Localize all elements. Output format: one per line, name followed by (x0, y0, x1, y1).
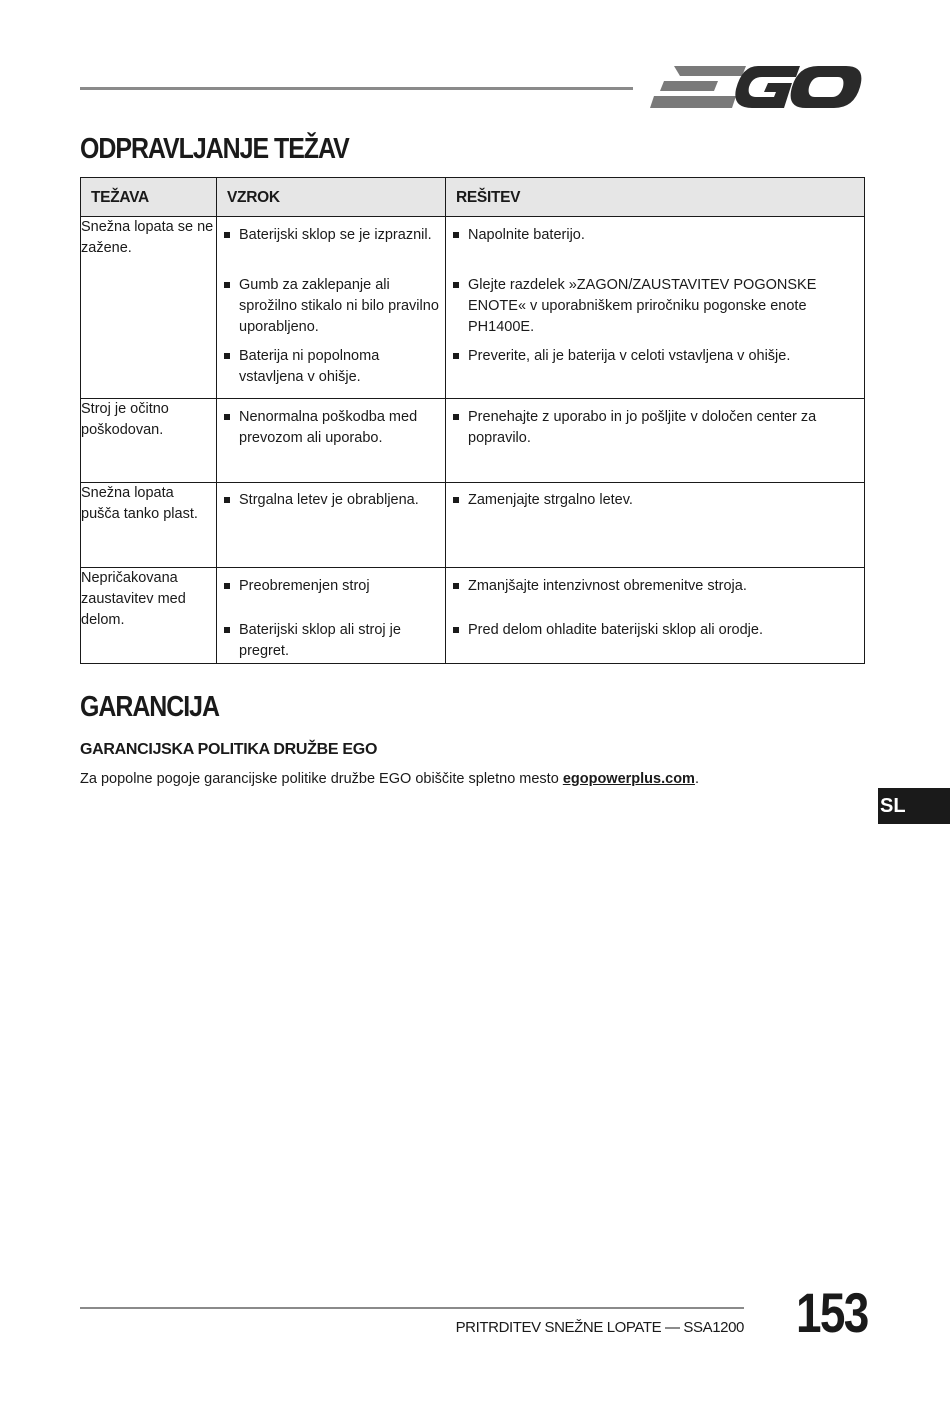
table-row (81, 568, 865, 664)
table-row (81, 483, 865, 568)
ego-logo (650, 62, 862, 112)
solution-cell (446, 483, 865, 568)
cause-item: Baterijski sklop se je izpraznil. (223, 225, 441, 246)
solution-item: Pred delom ohladite baterijski sklop ali orodje. (452, 620, 860, 641)
solution-cell (446, 217, 865, 399)
table-row (81, 217, 865, 399)
header-rule (80, 87, 633, 90)
solution-item: Napolnite baterijo. (452, 225, 860, 246)
cause-cell (217, 568, 446, 664)
column-header-problem: TEŽAVA (81, 178, 217, 217)
cause-cell (217, 483, 446, 568)
cause-item: Preobremenjen stroj (223, 576, 441, 597)
website-link[interactable]: egopowerplus.com (562, 771, 695, 787)
footer-rule (80, 1307, 744, 1309)
column-header-cause: VZROK (217, 178, 446, 217)
language-tab: SL (878, 788, 950, 824)
solution-item: Preverite, ali je baterija v celoti vstavljena v ohišje. (452, 346, 860, 367)
problem-cell: Snežna lopata pušča tanko plast. (81, 483, 217, 568)
problem-cell: Stroj je očitno poškodovan. (81, 399, 217, 483)
cause-item: Baterija ni popolnoma vstavljena v ohišje. (223, 346, 441, 388)
troubleshooting-table (80, 177, 865, 664)
cause-item: Nenormalna poškodba med prevozom ali uporabo. (223, 407, 441, 449)
cause-cell (217, 399, 446, 483)
warranty-text-end: . (694, 771, 699, 787)
footer-text: PRITRDITEV SNEŽNE LOPATE — SSA1200 (455, 1319, 744, 1336)
warranty-subtitle: GARANCIJSKA POLITIKA DRUŽBE EGO (80, 741, 378, 758)
column-header-solution: REŠITEV (446, 178, 865, 217)
solution-item: Glejte razdelek »ZAGON/ZAUSTAVITEV POGONSKE ENOTE« v uporabniškem priročniku pogonske enote PH1400E. (452, 275, 860, 338)
table-row (81, 399, 865, 483)
solution-item: Zamenjajte strgalno letev. (452, 490, 860, 511)
problem-cell: Nepričakovana zaustavitev med delom. (81, 568, 217, 664)
problem-cell: Snežna lopata se ne zažene. (81, 217, 217, 399)
solution-item: Zmanjšajte intenzivnost obremenitve stroja. (452, 576, 860, 597)
solution-cell (446, 399, 865, 483)
page-number: 153 (796, 1281, 868, 1344)
solution-item: Prenehajte z uporabo in jo pošljite v določen center za popravilo. (452, 407, 860, 449)
cause-item: Baterijski sklop ali stroj je pregret. (223, 620, 441, 662)
cause-cell (217, 217, 446, 399)
table-header-row (81, 178, 865, 217)
warranty-title: GARANCIJA (80, 691, 219, 723)
troubleshooting-title: ODPRAVLJANJE TEŽAV (80, 133, 349, 165)
warranty-text: Za popolne pogoje garancijske politike družbe EGO obiščite spletno mesto (80, 771, 563, 787)
cause-item: Gumb za zaklepanje ali sprožilno stikalo ni bilo pravilno uporabljeno. (223, 275, 441, 338)
solution-cell (446, 568, 865, 664)
warranty-paragraph (80, 771, 699, 787)
cause-item: Strgalna letev je obrabljena. (223, 490, 441, 511)
